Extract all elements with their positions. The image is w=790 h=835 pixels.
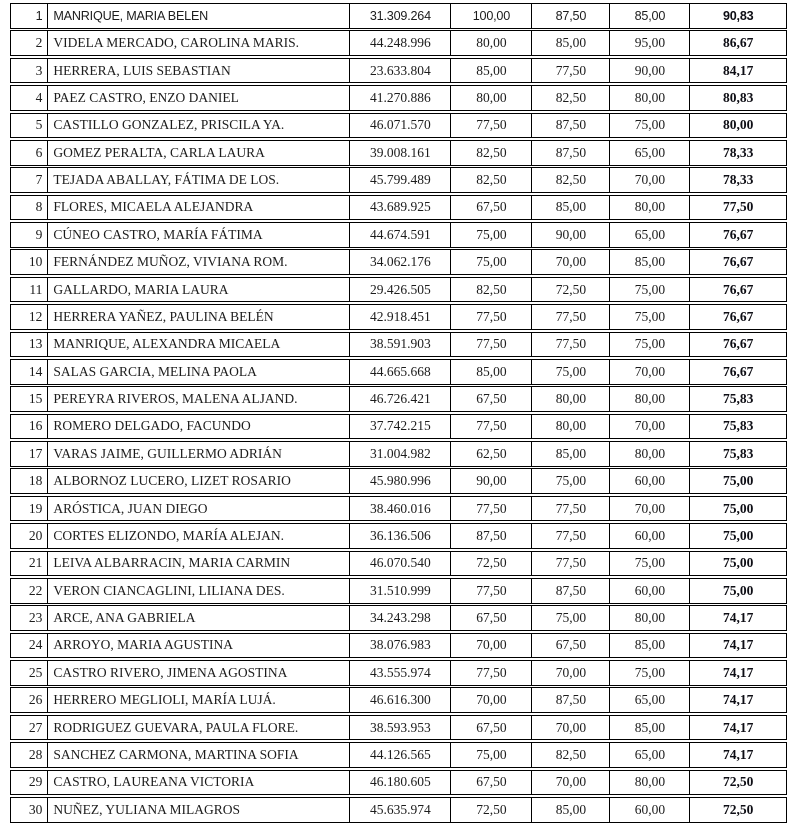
- rank-cell: 16: [28, 418, 43, 434]
- table-row: [10, 605, 787, 631]
- score1-cell: 67,50: [450, 716, 531, 740]
- table-row: [10, 687, 787, 713]
- rank-cell: 8: [35, 199, 43, 215]
- name-cell: ARCE, ANA GABRIELA: [47, 606, 349, 630]
- name-cell: GOMEZ PERALTA, CARLA LAURA: [47, 141, 349, 165]
- dni-cell: 46.070.540: [349, 552, 450, 576]
- rank-cell: 12: [28, 308, 43, 324]
- dni-cell: 44.665.668: [349, 360, 450, 384]
- final-score-cell: 75,83: [689, 415, 786, 439]
- name-cell: PAEZ CASTRO, ENZO DANIEL: [47, 86, 349, 110]
- dni-cell: 31.510.999: [349, 579, 450, 603]
- score3-cell: 95,00: [609, 31, 689, 55]
- dni-cell: 38.593.953: [349, 716, 450, 740]
- score1-cell: 82,50: [450, 278, 531, 302]
- score1-cell: 75,00: [450, 743, 531, 767]
- final-score-cell: 72,50: [689, 798, 786, 822]
- final-score-cell: 84,17: [689, 59, 786, 83]
- score1-cell: 75,00: [450, 250, 531, 274]
- score1-cell: 82,50: [450, 168, 531, 192]
- rank-cell: 29: [28, 774, 43, 790]
- score2-cell: 70,00: [531, 661, 609, 685]
- table-row: [10, 3, 787, 29]
- name-cell: RODRIGUEZ GUEVARA, PAULA FLORE.: [47, 716, 349, 740]
- dni-cell: 44.126.565: [349, 743, 450, 767]
- score1-cell: 87,50: [450, 524, 531, 548]
- name-cell: VERON CIANCAGLINI, LILIANA DES.: [47, 579, 349, 603]
- score1-cell: 80,00: [450, 86, 531, 110]
- score3-cell: 85,00: [609, 4, 689, 28]
- name-cell: VIDELA MERCADO, CAROLINA MARIS.: [47, 31, 349, 55]
- score2-cell: 70,00: [531, 771, 609, 795]
- score3-cell: 65,00: [609, 743, 689, 767]
- rank-cell: 28: [28, 746, 43, 762]
- score3-cell: 60,00: [609, 524, 689, 548]
- score1-cell: 67,50: [450, 387, 531, 411]
- score3-cell: 75,00: [609, 552, 689, 576]
- name-cell: SALAS GARCIA, MELINA PAOLA: [47, 360, 349, 384]
- dni-cell: 34.062.176: [349, 250, 450, 274]
- table-row: [10, 85, 787, 111]
- score3-cell: 75,00: [609, 305, 689, 329]
- dni-cell: 37.742.215: [349, 415, 450, 439]
- dni-cell: 29.426.505: [349, 278, 450, 302]
- score1-cell: 72,50: [450, 798, 531, 822]
- score2-cell: 85,00: [531, 798, 609, 822]
- table-row: [10, 660, 787, 686]
- score3-cell: 80,00: [609, 196, 689, 220]
- final-score-cell: 76,67: [689, 360, 786, 384]
- score3-cell: 80,00: [609, 606, 689, 630]
- name-cell: CORTES ELIZONDO, MARÍA ALEJAN.: [47, 524, 349, 548]
- score3-cell: 75,00: [609, 278, 689, 302]
- name-cell: CÚNEO CASTRO, MARÍA FÁTIMA: [47, 223, 349, 247]
- score2-cell: 77,50: [531, 305, 609, 329]
- table-row: [10, 578, 787, 604]
- score3-cell: 80,00: [609, 442, 689, 466]
- final-score-cell: 80,83: [689, 86, 786, 110]
- rank-cell: 27: [28, 719, 43, 735]
- dni-cell: 31.004.982: [349, 442, 450, 466]
- rank-cell: 26: [28, 692, 43, 708]
- dni-cell: 43.555.974: [349, 661, 450, 685]
- name-cell: GALLARDO, MARIA LAURA: [47, 278, 349, 302]
- score2-cell: 85,00: [531, 196, 609, 220]
- name-cell: ALBORNOZ LUCERO, LIZET ROSARIO: [47, 469, 349, 493]
- ranking-table: [10, 3, 787, 823]
- rank-cell: 11: [29, 281, 43, 297]
- dni-cell: 45.980.996: [349, 469, 450, 493]
- score3-cell: 85,00: [609, 716, 689, 740]
- table-row: [10, 30, 787, 56]
- dni-cell: 31.309.264: [349, 4, 450, 28]
- name-cell: ARÓSTICA, JUAN DIEGO: [47, 497, 349, 521]
- score2-cell: 87,50: [531, 688, 609, 712]
- final-score-cell: 78,33: [689, 168, 786, 192]
- table-row: [10, 551, 787, 577]
- final-score-cell: 76,67: [689, 305, 786, 329]
- score2-cell: 67,50: [531, 634, 609, 658]
- score3-cell: 80,00: [609, 387, 689, 411]
- score2-cell: 82,50: [531, 743, 609, 767]
- final-score-cell: 74,17: [689, 634, 786, 658]
- score2-cell: 77,50: [531, 59, 609, 83]
- table-row: [10, 140, 787, 166]
- dni-cell: 23.633.804: [349, 59, 450, 83]
- dni-cell: 43.689.925: [349, 196, 450, 220]
- final-score-cell: 75,00: [689, 469, 786, 493]
- score1-cell: 70,00: [450, 688, 531, 712]
- table-row: [10, 742, 787, 768]
- table-row: [10, 167, 787, 193]
- table-row: [10, 633, 787, 659]
- score1-cell: 100,00: [450, 4, 531, 28]
- final-score-cell: 74,17: [689, 661, 786, 685]
- score2-cell: 75,00: [531, 469, 609, 493]
- table-row: [10, 468, 787, 494]
- score1-cell: 67,50: [450, 771, 531, 795]
- score1-cell: 72,50: [450, 552, 531, 576]
- final-score-cell: 74,17: [689, 743, 786, 767]
- final-score-cell: 72,50: [689, 771, 786, 795]
- score2-cell: 87,50: [531, 114, 609, 138]
- score3-cell: 70,00: [609, 497, 689, 521]
- name-cell: HERRERO MEGLIOLI, MARÍA LUJÁ.: [47, 688, 349, 712]
- score3-cell: 70,00: [609, 168, 689, 192]
- name-cell: VARAS JAIME, GUILLERMO ADRIÁN: [47, 442, 349, 466]
- table-row: [10, 770, 787, 796]
- rank-cell: 21: [28, 555, 43, 571]
- score1-cell: 77,50: [450, 114, 531, 138]
- table-row: [10, 332, 787, 358]
- final-score-cell: 75,83: [689, 387, 786, 411]
- table-row: [10, 359, 787, 385]
- score2-cell: 82,50: [531, 86, 609, 110]
- score3-cell: 80,00: [609, 771, 689, 795]
- name-cell: HERRERA, LUIS SEBASTIAN: [47, 59, 349, 83]
- score1-cell: 77,50: [450, 415, 531, 439]
- score1-cell: 75,00: [450, 223, 531, 247]
- score3-cell: 85,00: [609, 250, 689, 274]
- score3-cell: 70,00: [609, 360, 689, 384]
- rank-cell: 23: [28, 610, 43, 626]
- final-score-cell: 78,33: [689, 141, 786, 165]
- score1-cell: 70,00: [450, 634, 531, 658]
- score2-cell: 85,00: [531, 31, 609, 55]
- score1-cell: 85,00: [450, 360, 531, 384]
- table-row: [10, 797, 787, 823]
- score3-cell: 65,00: [609, 688, 689, 712]
- score3-cell: 75,00: [609, 333, 689, 357]
- name-cell: CASTRO RIVERO, JIMENA AGOSTINA: [47, 661, 349, 685]
- dni-cell: 38.460.016: [349, 497, 450, 521]
- score1-cell: 82,50: [450, 141, 531, 165]
- table-row: [10, 113, 787, 139]
- dni-cell: 44.674.591: [349, 223, 450, 247]
- final-score-cell: 76,67: [689, 333, 786, 357]
- score1-cell: 67,50: [450, 606, 531, 630]
- table-row: [10, 441, 787, 467]
- score1-cell: 77,50: [450, 661, 531, 685]
- score1-cell: 77,50: [450, 333, 531, 357]
- final-score-cell: 80,00: [689, 114, 786, 138]
- score2-cell: 77,50: [531, 333, 609, 357]
- name-cell: SANCHEZ CARMONA, MARTINA SOFIA: [47, 743, 349, 767]
- rank-cell: 25: [28, 664, 43, 680]
- final-score-cell: 75,83: [689, 442, 786, 466]
- table-row: [10, 523, 787, 549]
- score2-cell: 77,50: [531, 552, 609, 576]
- score3-cell: 65,00: [609, 223, 689, 247]
- final-score-cell: 75,00: [689, 552, 786, 576]
- score2-cell: 77,50: [531, 524, 609, 548]
- score3-cell: 60,00: [609, 469, 689, 493]
- final-score-cell: 76,67: [689, 223, 786, 247]
- score1-cell: 90,00: [450, 469, 531, 493]
- table-row: [10, 304, 787, 330]
- dni-cell: 38.591.903: [349, 333, 450, 357]
- score3-cell: 60,00: [609, 798, 689, 822]
- name-cell: MANRIQUE, MARIA BELEN: [47, 4, 349, 28]
- score2-cell: 80,00: [531, 387, 609, 411]
- score2-cell: 85,00: [531, 442, 609, 466]
- score2-cell: 77,50: [531, 497, 609, 521]
- dni-cell: 44.248.996: [349, 31, 450, 55]
- table-row: [10, 195, 787, 221]
- score3-cell: 60,00: [609, 579, 689, 603]
- rank-cell: 4: [35, 89, 43, 105]
- name-cell: ARROYO, MARIA AGUSTINA: [47, 634, 349, 658]
- dni-cell: 46.071.570: [349, 114, 450, 138]
- rank-cell: 10: [28, 254, 43, 270]
- dni-cell: 41.270.886: [349, 86, 450, 110]
- final-score-cell: 75,00: [689, 524, 786, 548]
- dni-cell: 46.616.300: [349, 688, 450, 712]
- score1-cell: 67,50: [450, 196, 531, 220]
- table-row: [10, 58, 787, 84]
- final-score-cell: 77,50: [689, 196, 786, 220]
- score3-cell: 90,00: [609, 59, 689, 83]
- score3-cell: 85,00: [609, 634, 689, 658]
- score1-cell: 77,50: [450, 579, 531, 603]
- name-cell: FLORES, MICAELA ALEJANDRA: [47, 196, 349, 220]
- name-cell: CASTILLO GONZALEZ, PRISCILA YA.: [47, 114, 349, 138]
- score3-cell: 65,00: [609, 141, 689, 165]
- name-cell: HERRERA YAÑEZ, PAULINA BELÉN: [47, 305, 349, 329]
- score2-cell: 75,00: [531, 360, 609, 384]
- score2-cell: 87,50: [531, 579, 609, 603]
- rank-cell: 3: [35, 62, 43, 78]
- name-cell: LEIVA ALBARRACIN, MARIA CARMIN: [47, 552, 349, 576]
- score1-cell: 62,50: [450, 442, 531, 466]
- score1-cell: 77,50: [450, 497, 531, 521]
- dni-cell: 38.076.983: [349, 634, 450, 658]
- dni-cell: 42.918.451: [349, 305, 450, 329]
- table-row: [10, 496, 787, 522]
- rank-cell: 13: [28, 336, 43, 352]
- rank-cell: 24: [28, 637, 43, 653]
- final-score-cell: 75,00: [689, 497, 786, 521]
- final-score-cell: 74,17: [689, 688, 786, 712]
- score2-cell: 80,00: [531, 415, 609, 439]
- score2-cell: 82,50: [531, 168, 609, 192]
- dni-cell: 46.180.605: [349, 771, 450, 795]
- rank-cell: 22: [28, 582, 43, 598]
- rank-cell: 5: [35, 117, 43, 133]
- rank-cell: 15: [28, 391, 43, 407]
- name-cell: TEJADA ABALLAY, FÁTIMA DE LOS.: [47, 168, 349, 192]
- score2-cell: 90,00: [531, 223, 609, 247]
- name-cell: MANRIQUE, ALEXANDRA MICAELA: [47, 333, 349, 357]
- final-score-cell: 76,67: [689, 250, 786, 274]
- score2-cell: 70,00: [531, 250, 609, 274]
- dni-cell: 46.726.421: [349, 387, 450, 411]
- table-row: [10, 414, 787, 440]
- rank-cell: 1: [35, 8, 43, 23]
- final-score-cell: 75,00: [689, 579, 786, 603]
- name-cell: PEREYRA RIVEROS, MALENA ALJAND.: [47, 387, 349, 411]
- name-cell: FERNÁNDEZ MUÑOZ, VIVIANA ROM.: [47, 250, 349, 274]
- dni-cell: 34.243.298: [349, 606, 450, 630]
- rank-cell: 30: [28, 801, 43, 817]
- score1-cell: 80,00: [450, 31, 531, 55]
- rank-cell: 17: [28, 445, 43, 461]
- table-row: [10, 222, 787, 248]
- name-cell: CASTRO, LAUREANA VICTORIA: [47, 771, 349, 795]
- rank-cell: 2: [35, 35, 43, 51]
- table-row: [10, 249, 787, 275]
- table-row: [10, 386, 787, 412]
- score2-cell: 75,00: [531, 606, 609, 630]
- dni-cell: 45.635.974: [349, 798, 450, 822]
- score2-cell: 87,50: [531, 141, 609, 165]
- score3-cell: 70,00: [609, 415, 689, 439]
- score3-cell: 75,00: [609, 661, 689, 685]
- final-score-cell: 90,83: [689, 4, 786, 28]
- score2-cell: 70,00: [531, 716, 609, 740]
- score1-cell: 77,50: [450, 305, 531, 329]
- score3-cell: 75,00: [609, 114, 689, 138]
- final-score-cell: 74,17: [689, 716, 786, 740]
- final-score-cell: 86,67: [689, 31, 786, 55]
- final-score-cell: 76,67: [689, 278, 786, 302]
- table-row: [10, 277, 787, 303]
- dni-cell: 36.136.506: [349, 524, 450, 548]
- rank-cell: 19: [28, 500, 43, 516]
- dni-cell: 45.799.489: [349, 168, 450, 192]
- name-cell: ROMERO DELGADO, FACUNDO: [47, 415, 349, 439]
- rank-cell: 18: [28, 473, 43, 489]
- score2-cell: 87,50: [531, 4, 609, 28]
- table-row: [10, 715, 787, 741]
- score2-cell: 72,50: [531, 278, 609, 302]
- rank-cell: 9: [35, 226, 43, 242]
- score1-cell: 85,00: [450, 59, 531, 83]
- rank-cell: 7: [35, 172, 43, 188]
- final-score-cell: 74,17: [689, 606, 786, 630]
- rank-cell: 20: [28, 527, 43, 543]
- rank-cell: 14: [28, 363, 43, 379]
- rank-cell: 6: [35, 144, 43, 160]
- name-cell: NUÑEZ, YULIANA MILAGROS: [47, 798, 349, 822]
- score3-cell: 80,00: [609, 86, 689, 110]
- dni-cell: 39.008.161: [349, 141, 450, 165]
